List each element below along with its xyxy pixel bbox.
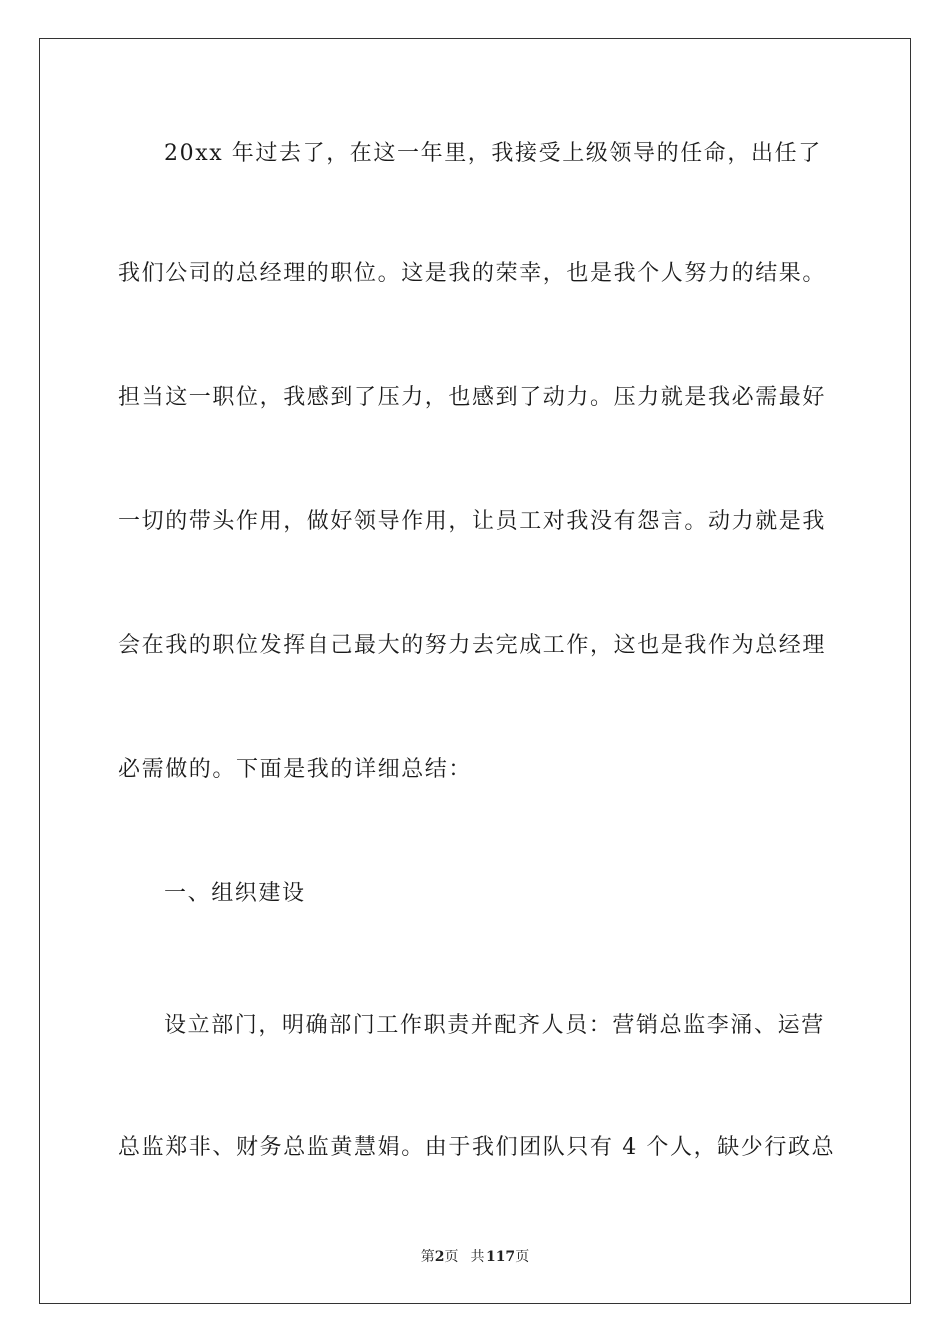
page-label-prefix: 第 xyxy=(420,1249,435,1265)
paragraph-line: 设立部门，明确部门工作职责并配齐人员：营销总监李涌、运营 xyxy=(164,1013,825,1038)
paragraph-line: 20xx 年过去了，在这一年里，我接受上级领导的任命，出任了 xyxy=(164,141,822,166)
total-pages: 117 xyxy=(485,1249,516,1265)
section-heading: 一、组织建设 xyxy=(164,881,306,906)
paragraph-line: 必需做的。下面是我的详细总结： xyxy=(118,757,473,782)
paragraph-line: 会在我的职位发挥自己最大的努力去完成工作，这也是我作为总经理 xyxy=(118,633,827,658)
paragraph-line: 总监郑非、财务总监黄慧娟。由于我们团队只有 4 个人，缺少行政总 xyxy=(118,1135,836,1160)
page-border xyxy=(39,38,911,1304)
page-footer xyxy=(0,1248,950,1266)
page-label-suffix: 页 xyxy=(444,1249,459,1265)
paragraph-line: 担当这一职位，我感到了压力，也感到了动力。压力就是我必需最好 xyxy=(118,385,827,410)
total-label-suffix: 页 xyxy=(515,1249,530,1265)
paragraph-line: 一切的带头作用，做好领导作用，让员工对我没有怨言。动力就是我 xyxy=(118,509,827,534)
paragraph-line: 我们公司的总经理的职位。这是我的荣幸，也是我个人努力的结果。 xyxy=(118,261,827,286)
total-label-prefix: 共 xyxy=(470,1249,485,1265)
page-number: 2 xyxy=(434,1249,445,1265)
